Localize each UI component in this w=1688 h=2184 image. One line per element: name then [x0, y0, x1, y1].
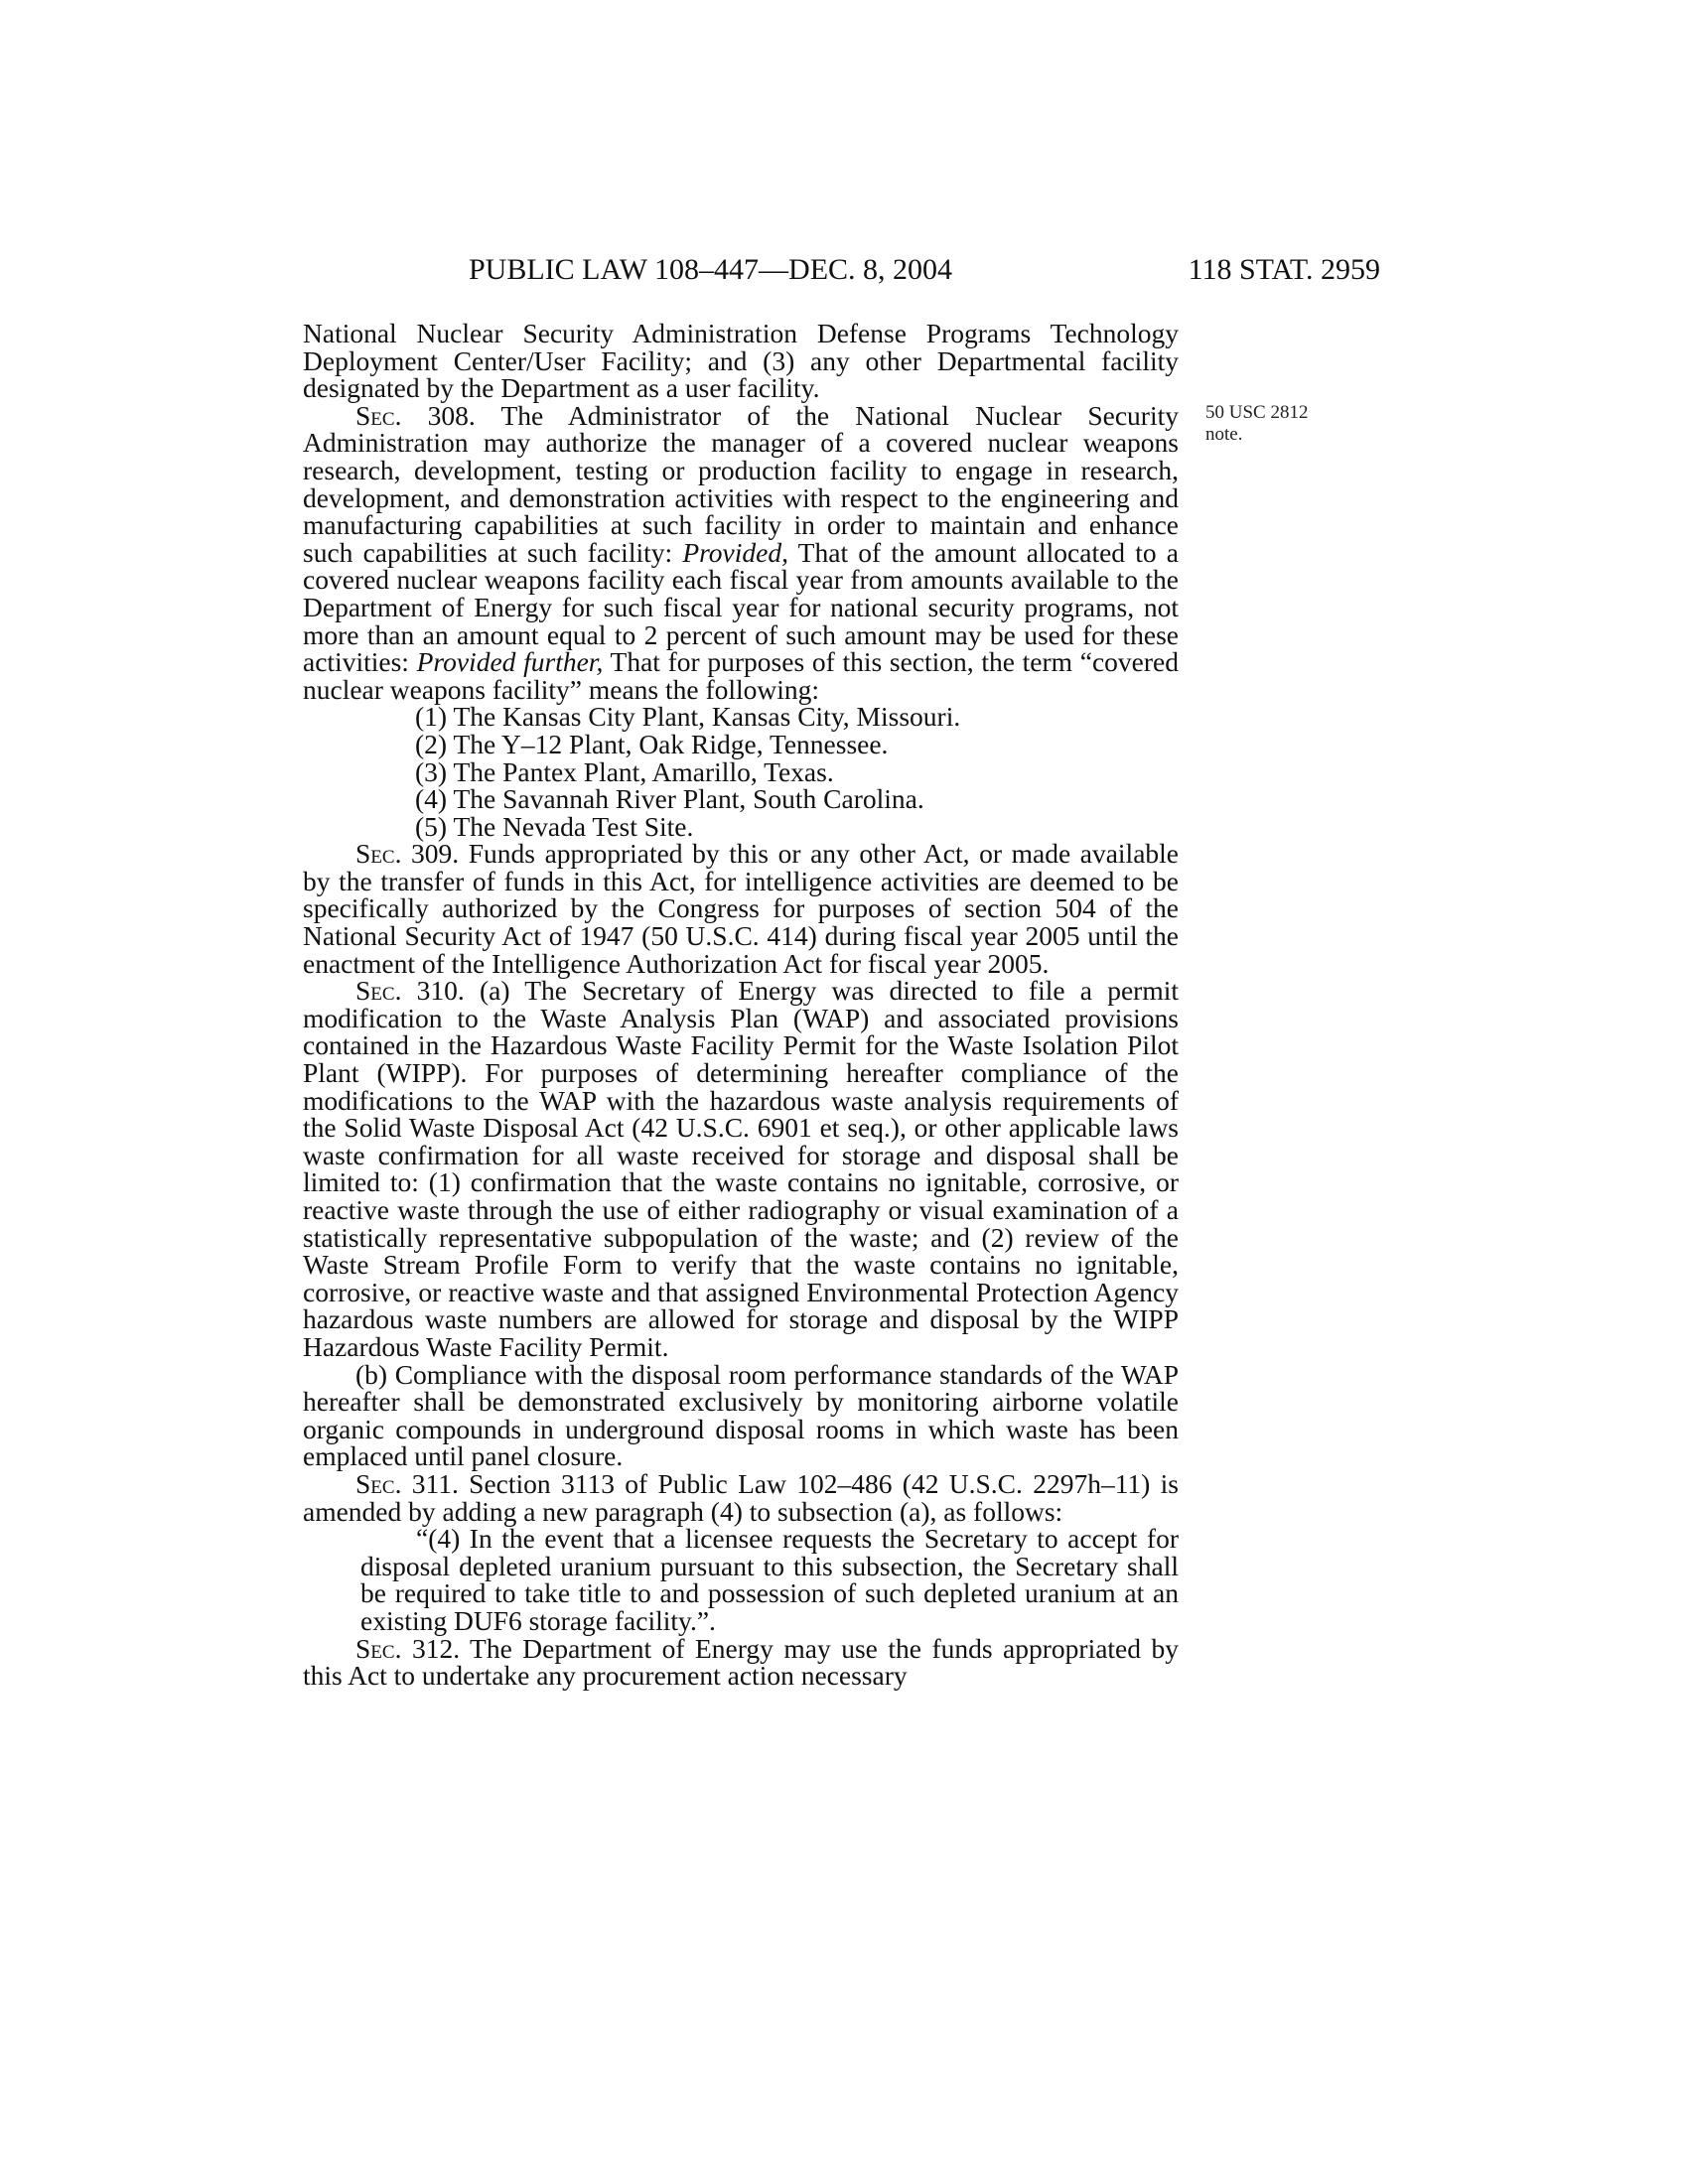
margin-note-citation: 50 USC 2812	[1205, 402, 1309, 423]
proviso-further-italic: Provided further,	[416, 646, 604, 678]
law-text-body	[303, 320, 1179, 1690]
section-312-paragraph	[303, 1632, 1179, 1692]
section-308-text-a: 308. The Administrator of the National Nuclear Security Administration may authorize the manager of a covered nuclear weapons research, development, testing or production facility to engage in research, development, and demonstration activities with respect to the engineering and manufacturing capabilities at such facility in order to maintain and enhance such capabilities at such facility:	[303, 399, 1179, 568]
section-308-paragraph	[303, 399, 1179, 705]
section-312-text: 312. The Department of Energy may use the funds appropriated by this Act to undertake any procurement action necessary	[303, 1632, 1179, 1692]
section-310a-paragraph	[303, 977, 1179, 1360]
facility-list-item: (4) The Savannah River Plant, South Carolina.	[415, 783, 924, 815]
section-309-paragraph	[303, 840, 1179, 977]
section-label: Sec.	[355, 1632, 402, 1664]
section-label: Sec.	[355, 1467, 402, 1499]
running-head: PUBLIC LAW 108–447—DEC. 8, 2004	[469, 253, 953, 286]
facility-list-item: (1) The Kansas City Plant, Kansas City, Missouri.	[415, 701, 961, 733]
section-311-text: 311. Section 3113 of Public Law 102–486 (42 U.S.C. 2297h–11) is amended by adding a new paragraph (4) to subsection (a), as follows:	[303, 1467, 1179, 1527]
margin-note-label: note.	[1205, 424, 1243, 445]
statute-page-number: 118 STAT. 2959	[1188, 253, 1380, 286]
section-308-text-c: That for purposes of this section, the term “covered nuclear weapons facility” means the following:	[303, 646, 1179, 705]
section-310b-paragraph: (b) Compliance with the disposal room performance standards of the WAP hereafter shall be demonstrated exclusively by monitoring airborne volatile organic compounds in underground disposal rooms in which waste has been emplaced until panel closure.	[303, 1358, 1179, 1472]
section-label: Sec.	[355, 399, 402, 431]
facility-list-item: (2) The Y–12 Plant, Oak Ridge, Tennessee.	[415, 728, 889, 759]
page-header	[469, 250, 1380, 290]
facility-list-item: (3) The Pantex Plant, Amarillo, Texas.	[415, 755, 834, 787]
facility-list-item: (5) The Nevada Test Site.	[415, 810, 694, 842]
margin-note	[1205, 402, 1308, 446]
quoted-amendment: “(4) In the event that a licensee requests the Secretary to accept for disposal depleted uranium pursuant to this subsection, the Secretary shall be required to take title to and possession of such depleted uranium at an existing DUF6 storage facility.”.	[360, 1523, 1179, 1636]
continuation-paragraph: National Nuclear Security Administration Defense Programs Technology Deployment Center/User Facility; and (3) any other Departmental facility designated by the Department as a user facility.	[303, 318, 1179, 404]
section-label: Sec.	[355, 838, 402, 870]
section-308-text-b: That of the amount allocated to a covered nuclear weapons facility each fiscal year from amounts available to the Department of Energy for such fiscal year for national security programs, not more than an amount equal to 2 percent of such amount may be used for these activities:	[303, 536, 1179, 678]
section-310a-text: 310. (a) The Secretary of Energy was directed to file a permit modification to the Waste Analysis Plan (WAP) and associated provisions contained in the Hazardous Waste Facility Permit for the Waste Isolation Pilot Plant (WIPP). For purposes of determining hereafter compliance of the modifications to the WAP with the hazardous waste analysis requirements of the Solid Waste Disposal Act (42 U.S.C. 6901 et seq.), or other applicable laws waste confirmation for all waste received for storage and disposal shall be limited to: (1) confirmation that the waste contains no ignitable, corrosive, or reactive waste through the use of either radiography or visual examination of a statistically representative subpopulation of the waste; and (2) review of the Waste Stream Profile Form to verify that the waste contains no ignitable, corrosive, or reactive waste and that assigned Environmental Protection Agency hazardous waste numbers are allowed for storage and disposal by the WIPP Hazardous Waste Facility Permit.	[303, 975, 1179, 1362]
section-label: Sec.	[355, 975, 402, 1007]
proviso-italic: Provided,	[682, 536, 788, 568]
section-309-text: 309. Funds appropriated by this or any other Act, or made available by the transfer of funds in this Act, for intelligence activities are deemed to be specifically authorized by the Congress for purposes of section 504 of the National Security Act of 1947 (50 U.S.C. 414) during fiscal year 2005 until the enactment of the Intelligence Authorization Act for fiscal year 2005.	[303, 838, 1179, 979]
section-311-paragraph	[303, 1467, 1179, 1527]
